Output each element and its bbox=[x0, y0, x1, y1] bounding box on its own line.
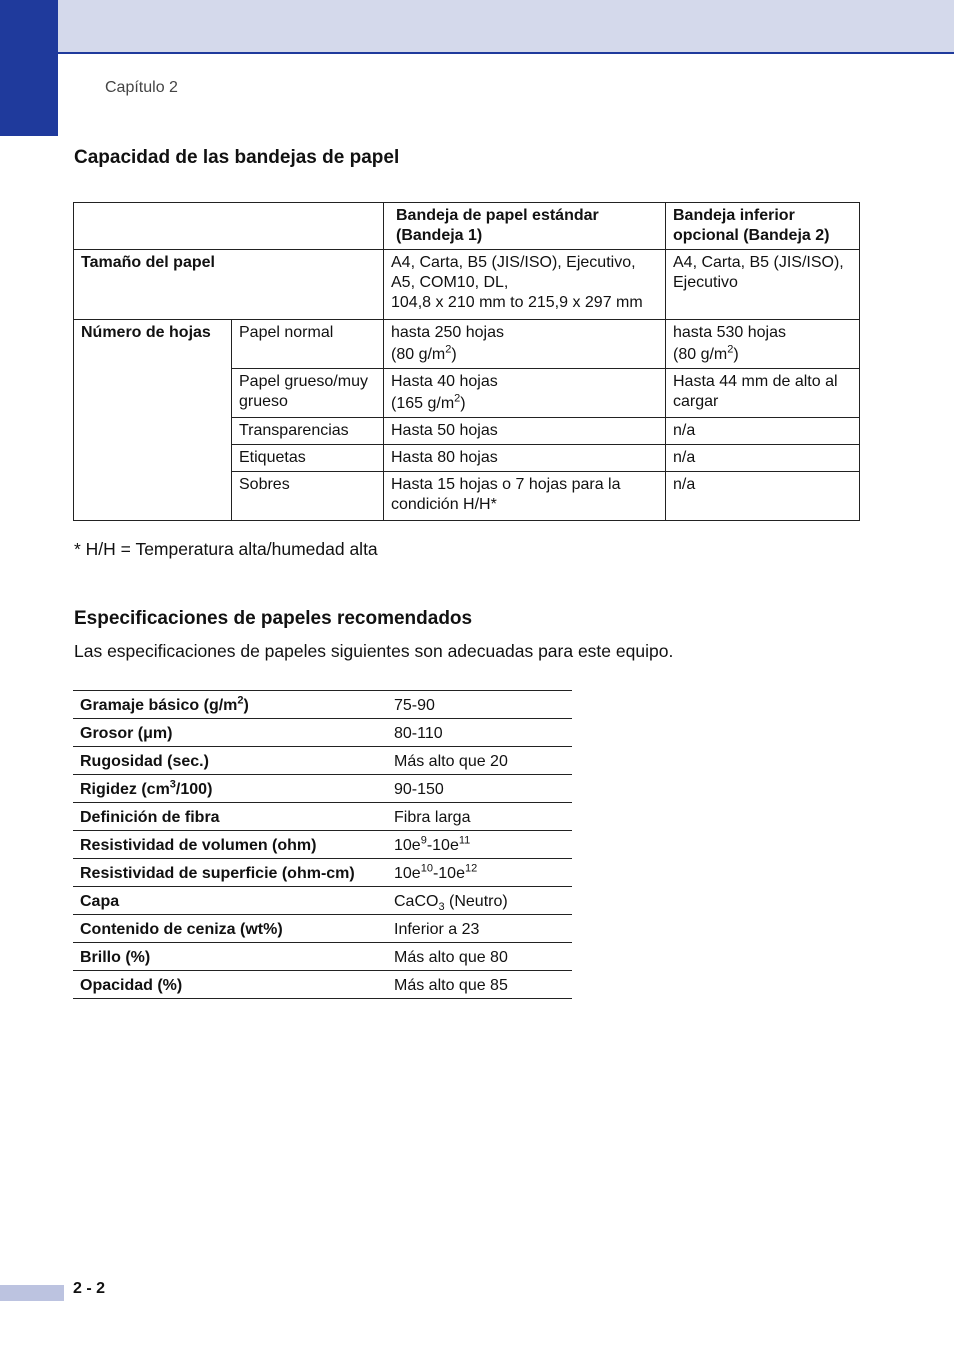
intro-text: Las especificaciones de papeles siguientes son adecuadas para este equipo. bbox=[74, 641, 674, 661]
spec-name: Gramaje básico $(g/m^2)$ bbox=[73, 691, 387, 719]
spec-value: Inferior a 23 bbox=[387, 915, 572, 943]
empty-header-cell bbox=[74, 203, 384, 250]
spec-value: $10e^{10}-10e^{12}$ bbox=[387, 859, 572, 887]
spec-value: 75-90 bbox=[387, 691, 572, 719]
capacity-text: hasta 530 hojas bbox=[673, 324, 786, 341]
spec-name: Resistividad de volumen (ohm) bbox=[73, 831, 387, 859]
spec-value: CaCO$_3$ (Neutro) bbox=[387, 887, 572, 915]
spec-value: $10e^9-10e^{11}$ bbox=[387, 831, 572, 859]
section-title-tray-capacity: Capacidad de las bandejas de papel bbox=[74, 147, 400, 168]
col-header-standard-tray: Bandeja de papel estándar (Bandeja 1) bbox=[384, 203, 666, 250]
spec-value: Fibra larga bbox=[387, 803, 572, 831]
spec-value: Más alto que 85 bbox=[387, 971, 572, 999]
table-row bbox=[73, 803, 572, 831]
spec-name: Definición de fibra bbox=[73, 803, 387, 831]
spec-name: Capa bbox=[73, 887, 387, 915]
table-row bbox=[73, 719, 572, 747]
paper-size-standard bbox=[384, 250, 666, 320]
table-row bbox=[74, 250, 860, 320]
table-header-row bbox=[74, 203, 860, 250]
standard-tray-cell bbox=[384, 320, 666, 369]
col-header-optional-tray: Bandeja inferior opcional (Bandeja 2) bbox=[666, 203, 860, 250]
weight-text: (80 $g/m^2$) bbox=[673, 343, 739, 363]
table-row bbox=[73, 775, 572, 803]
weight-text: (165 $g/m^2$) bbox=[391, 392, 466, 412]
paper-type-cell: Papel grueso/muy grueso bbox=[232, 369, 384, 418]
standard-tray-cell: Hasta 80 hojas bbox=[384, 445, 666, 472]
table-row bbox=[73, 943, 572, 971]
spec-value: Más alto que 20 bbox=[387, 747, 572, 775]
table-row bbox=[73, 971, 572, 999]
header-band bbox=[0, 0, 954, 54]
spec-name: Opacidad (%) bbox=[73, 971, 387, 999]
footer-band bbox=[0, 1285, 64, 1301]
paper-size-optional: A4, Carta, B5 (JIS/ISO), Ejecutivo bbox=[666, 250, 860, 320]
spec-value: 80-110 bbox=[387, 719, 572, 747]
table-row bbox=[73, 887, 572, 915]
paper-type-cell: Transparencias bbox=[232, 418, 384, 445]
capacity-text: hasta 250 hojas bbox=[391, 324, 504, 341]
table-row bbox=[74, 320, 860, 369]
optional-tray-cell: Hasta 44 mm de alto al cargar bbox=[666, 369, 860, 418]
spec-name: Brillo (%) bbox=[73, 943, 387, 971]
paper-size-standard-line: A4, Carta, B5 (JIS/ISO), Ejecutivo, bbox=[391, 254, 636, 271]
optional-tray-cell: n/a bbox=[666, 418, 860, 445]
optional-tray-cell: n/a bbox=[666, 472, 860, 521]
weight-text: (80 $g/m^2$) bbox=[391, 343, 457, 363]
chapter-side-block bbox=[0, 0, 58, 136]
section-title-paper-specs: Especificaciones de papeles recomendados bbox=[74, 608, 473, 629]
footnote: * H/H = Temperatura alta/humedad alta bbox=[74, 539, 378, 559]
capacity-text: Hasta 40 hojas bbox=[391, 373, 498, 390]
optional-tray-cell bbox=[666, 320, 860, 369]
standard-tray-cell: Hasta 50 hojas bbox=[384, 418, 666, 445]
sheet-count-label: Número de hojas bbox=[74, 320, 232, 521]
paper-size-standard-line: A5, COM10, DL, bbox=[391, 274, 509, 291]
table-row bbox=[73, 691, 572, 719]
table-row bbox=[73, 831, 572, 859]
page-number: 2 - 2 bbox=[73, 1280, 106, 1297]
paper-type-cell: Etiquetas bbox=[232, 445, 384, 472]
standard-tray-cell bbox=[384, 369, 666, 418]
spec-name: Grosor (μm) bbox=[73, 719, 387, 747]
spec-name: Resistividad de superficie (ohm-cm) bbox=[73, 859, 387, 887]
optional-tray-cell: n/a bbox=[666, 445, 860, 472]
paper-size-label: Tamaño del papel bbox=[74, 250, 384, 320]
spec-value: 90-150 bbox=[387, 775, 572, 803]
paper-type-cell: Sobres bbox=[232, 472, 384, 521]
spec-value: Más alto que 80 bbox=[387, 943, 572, 971]
spec-name: Rigidez $(cm^3/100)$ bbox=[73, 775, 387, 803]
standard-tray-cell: Hasta 15 hojas o 7 hojas para la condición H/H* bbox=[384, 472, 666, 521]
table-row bbox=[73, 859, 572, 887]
paper-specs-table bbox=[73, 690, 572, 999]
paper-size-standard-line: 104,8 x 210 mm to 215,9 x 297 mm bbox=[391, 294, 643, 311]
spec-name: Contenido de ceniza (wt%) bbox=[73, 915, 387, 943]
chapter-label: Capítulo 2 bbox=[105, 79, 178, 96]
table-row bbox=[73, 747, 572, 775]
tray-capacity-table bbox=[73, 202, 860, 521]
table-row bbox=[73, 915, 572, 943]
spec-name: Rugosidad (sec.) bbox=[73, 747, 387, 775]
paper-type-cell: Papel normal bbox=[232, 320, 384, 369]
